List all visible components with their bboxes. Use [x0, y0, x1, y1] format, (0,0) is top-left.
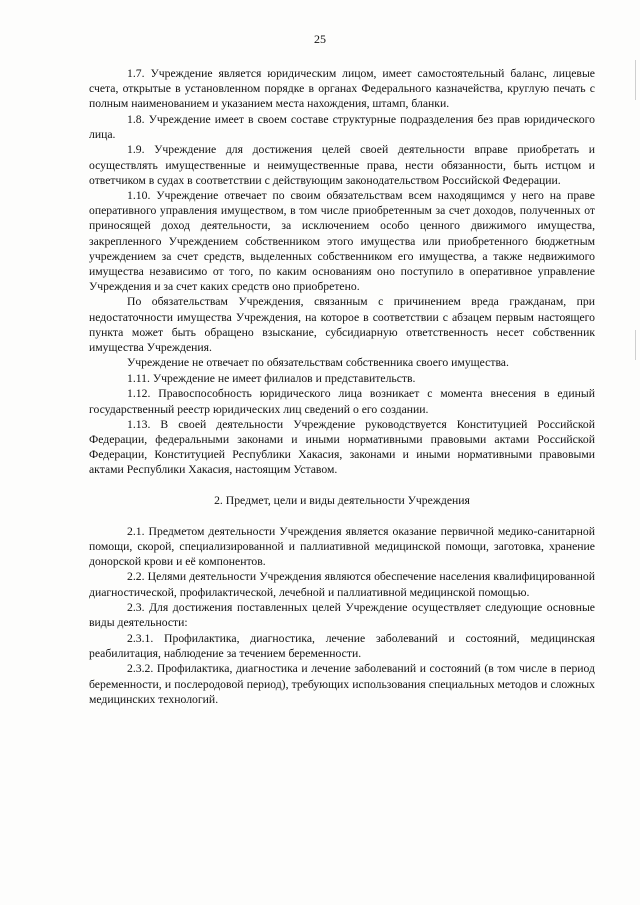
- document-body: [89, 66, 595, 707]
- paragraph-owner-liability: Учреждение не отвечает по обязательствам собственника своего имущества.: [127, 356, 509, 370]
- paragraph-1-9: 1.9. Учреждение для достижения целей своей деятельности вправе приобретать и осуществлять имущественные и неимущественные права, нести обязанности, быть истцом и ответчиком в судах в соответствии с действующим законодательством Российской Федерации.: [89, 143, 595, 187]
- paragraph-1-7: 1.7. Учреждение является юридическим лицом, имеет самостоятельный баланс, лицевые счета, открытые в установленном порядке в органах Федерального казначейства, круглую печать с полным наименованием и указанием места нахождения, штамп, бланки.: [89, 67, 595, 111]
- paragraph-1-8: 1.8. Учреждение имеет в своем составе структурные подразделения без прав юридического лица.: [89, 112, 595, 141]
- paragraph-2-3-1: 2.3.1. Профилактика, диагностика, лечение заболеваний и состояний, медицинская реабилитация, наблюдение за течением беременности.: [89, 631, 595, 660]
- paragraph-2-1: 2.1. Предметом деятельности Учреждения является оказание первичной медико-санитарной помощи, скорой, специализированной и паллиативной медицинской помощи, заготовка, хранение донорской крови и её компонентов.: [89, 524, 595, 568]
- paragraph-2-3-2: 2.3.2. Профилактика, диагностика и лечение заболеваний и состояний (в том числе в период беременности, и послеродовой период), требующих использования специальных методов и сложных медицинских технологий.: [89, 662, 595, 706]
- paragraph-1-11: 1.11. Учреждение не имеет филиалов и представительств.: [127, 371, 416, 385]
- paragraph-1-12: 1.12. Правоспособность юридического лица возникает с момента внесения в единый государственный реестр юридических лиц сведений о его создании.: [89, 387, 595, 416]
- scan-edge-mark: [635, 60, 636, 100]
- paragraph-harm-liability: По обязательствам Учреждения, связанным с причинением вреда гражданам, при недостаточности имущества Учреждения, на которое в соответствии с абзацем первым настоящего пункта может быть обращено взыскание, субсидиарную ответственность несет собственник имущества Учреждения.: [89, 295, 595, 354]
- paragraph-1-10: 1.10. Учреждение отвечает по своим обязательствам всем находящимся у него на праве оперативного управления имуществом, в том числе приобретенным за счет доходов, полученных от приносящей доход деятельности, за исключением особо ценного движимого имущества, закрепленного Учреждением собственником этого имущества или приобретенного бюджетным учреждением за счет средств, выделенных собственником его имущества, а также недвижимого имущества независимо от того, по каким основаниям оно поступило в оперативное управление Учреждения и за счет каких средств оно приобретено.: [89, 189, 595, 293]
- paragraph-2-3: 2.3. Для достижения поставленных целей Учреждение осуществляет следующие основные виды деятельности:: [89, 601, 595, 630]
- page-number: 25: [314, 32, 326, 46]
- paragraph-2-2: 2.2. Целями деятельности Учреждения являются обеспечение населения квалифицированной диагностической, профилактической, лечебной и паллиативной медицинской помощью.: [89, 570, 595, 599]
- paragraph-1-13: 1.13. В своей деятельности Учреждение руководствуется Конституцией Российской Федерации, федеральными законами и иными нормативными правовыми актами Российской Федерации, Конституцией Республики Хакасия, законами и иными нормативными правовыми актами Республики Хакасия, настоящим Уставом.: [89, 418, 595, 477]
- section-2-heading: 2. Предмет, цели и виды деятельности Учреждения: [214, 493, 470, 507]
- scan-edge-mark: [635, 330, 636, 360]
